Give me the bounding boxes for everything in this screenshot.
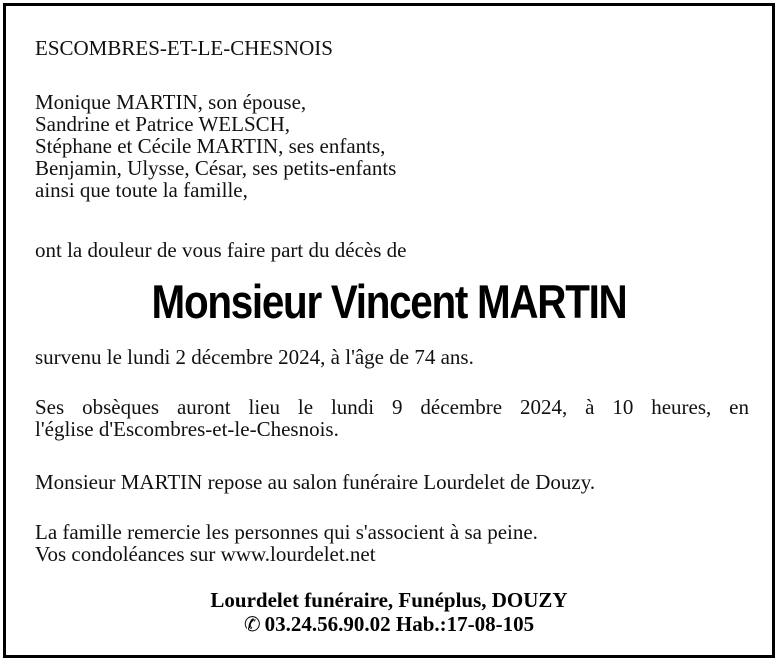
funeral-line-1: Ses obsèques auront lieu le lundi 9 décembre 2024, à 10 heures, en — [35, 395, 749, 419]
obituary-notice — [3, 3, 775, 658]
phone-line — [6, 613, 772, 635]
announcement-text: ont la douleur de vous faire part du décès de — [35, 238, 407, 262]
town-name: ESCOMBRES-ET-LE-CHESNOIS — [35, 36, 333, 60]
deceased-name: Monsieur Vincent MARTIN — [151, 275, 627, 328]
funeral-company: Lourdelet funéraire, Funéplus, DOUZY — [210, 588, 568, 612]
death-info: survenu le lundi 2 décembre 2024, à l'âge de 74 ans. — [35, 345, 474, 369]
thanks-text: La famille remercie les personnes qui s'associent à sa peine. — [35, 520, 538, 544]
funeral-info — [35, 396, 749, 440]
telephone-icon: ✆ — [243, 612, 261, 636]
family-line-child-2: Stéphane et Cécile MARTIN, ses enfants, — [35, 134, 386, 158]
phone-number: 03.24.56.90.02 Hab.:17-08-105 — [264, 612, 535, 636]
family-line-child-1: Sandrine et Patrice WELSCH, — [35, 112, 291, 136]
family-list — [35, 91, 396, 201]
rest-place: Monsieur MARTIN repose au salon funéraire Lourdelet de Douzy. — [35, 470, 596, 494]
family-line-spouse: Monique MARTIN, son épouse, — [35, 90, 307, 114]
condolences-text: Vos condoléances sur www.lourdelet.net — [35, 542, 376, 566]
family-line-grandchildren: Benjamin, Ulysse, César, ses petits-enfants — [35, 156, 397, 180]
family-line-rest: ainsi que toute la famille, — [35, 178, 248, 202]
funeral-line-2: l'église d'Escombres-et-le-Chesnois. — [35, 417, 339, 441]
